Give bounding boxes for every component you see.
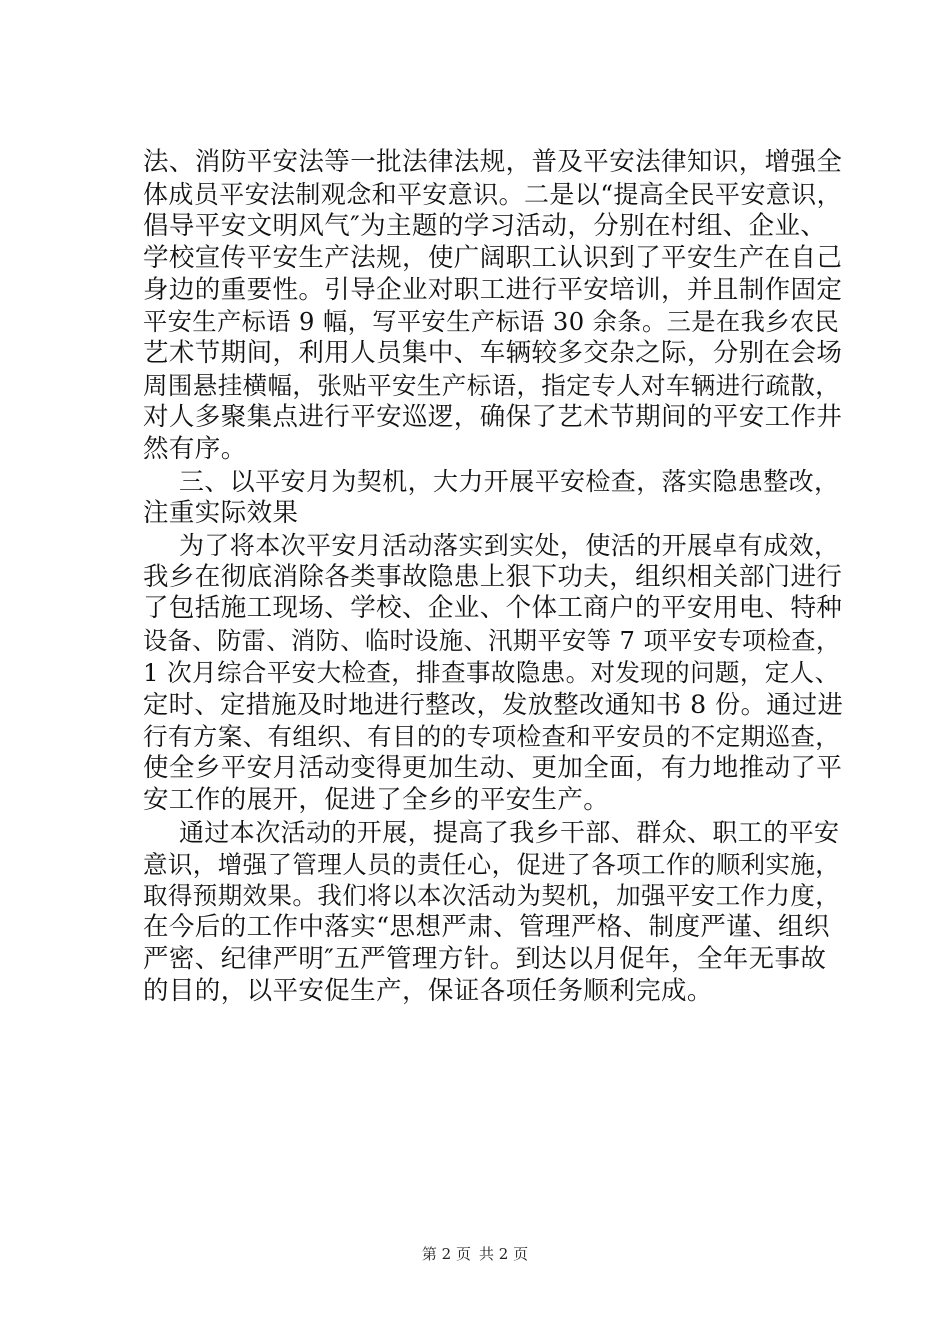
text-line: 通过本次活动的开展，提高了我乡干部、群众、职工的平安 [179, 817, 840, 847]
text-line: 注重实际效果 [143, 497, 299, 528]
text-line: 平安生产标语 9 幅，写平安生产标语 30 余条。三是在我乡农民 [143, 307, 840, 337]
document-body [143, 147, 843, 1008]
text-line: 学校宣传平安生产法规，使广阔职工认识到了平安生产在自己 [143, 242, 843, 273]
text-line: 行有方案、有组织、有目的的专项检查和平安员的不定期巡查， [143, 722, 841, 752]
text-line: 对人多聚集点进行平安巡逻，确保了艺术节期间的平安工作井 [143, 402, 843, 433]
text-line: 法、消防平安法等一批法律法规，普及平安法律知识，增强全 [143, 147, 843, 177]
text-line: 周围悬挂横幅，张贴平安生产标语，指定专人对车辆进行疏散， [143, 371, 841, 401]
text-line: 体成员平安法制观念和平安意识。二是以“提高全民平安意识， [143, 179, 842, 209]
text-line: 我乡在彻底消除各类事故隐患上狠下功夫，组织相关部门进行 [143, 561, 843, 592]
page-footer [0, 1244, 950, 1264]
text-line: 定时、定措施及时地进行整改，发放整改通知书 8 份。通过进 [143, 690, 844, 720]
text-line: 了包括施工现场、学校、企业、个体工商户的平安用电、特种 [143, 593, 843, 624]
text-line: 倡导平安文明风气″为主题的学习活动，分别在村组、企业、 [143, 210, 827, 241]
text-line: 三、以平安月为契机，大力开展平安检查，落实隐患整改， [179, 466, 840, 496]
text-line: 身边的重要性。引导企业对职工进行平安培训，并且制作固定 [143, 274, 843, 305]
text-line: 设备、防雷、消防、临时设施、汛期平安等 7 项平安专项检查， [143, 626, 841, 656]
text-line: 的目的，以平安促生产，保证各项任务顺利完成。 [143, 976, 713, 1007]
page-number: 第 2 页 [421, 1245, 471, 1263]
text-line: 为了将本次平安月活动落实到实处，使活的开展卓有成效， [179, 530, 840, 560]
text-line: 严密、纪律严明″五严管理方针。到达以月促年，全年无事故 [143, 944, 827, 975]
text-line: 艺术节期间，利用人员集中、车辆较多交杂之际，分别在会场 [143, 338, 843, 369]
text-line: 意识，增强了管理人员的责任心，促进了各项工作的顺利实施， [143, 849, 841, 879]
text-line: 1 次月综合平安大检查，排查事故隐患。对发现的问题，定人、 [143, 658, 840, 688]
text-line: 取得预期效果。我们将以本次活动为契机，加强平安工作力度， [143, 881, 841, 911]
text-line: 使全乡平安月活动变得更加生动、更加全面，有力地推动了平 [143, 752, 843, 783]
text-line: 在今后的工作中落实“思想严肃、管理严格、制度严谨、组织 [143, 912, 830, 943]
text-line: 然有序。 [143, 434, 247, 465]
text-line: 安工作的展开，促进了全乡的平安生产。 [143, 784, 610, 815]
page-total: 共 2 页 [479, 1245, 529, 1263]
